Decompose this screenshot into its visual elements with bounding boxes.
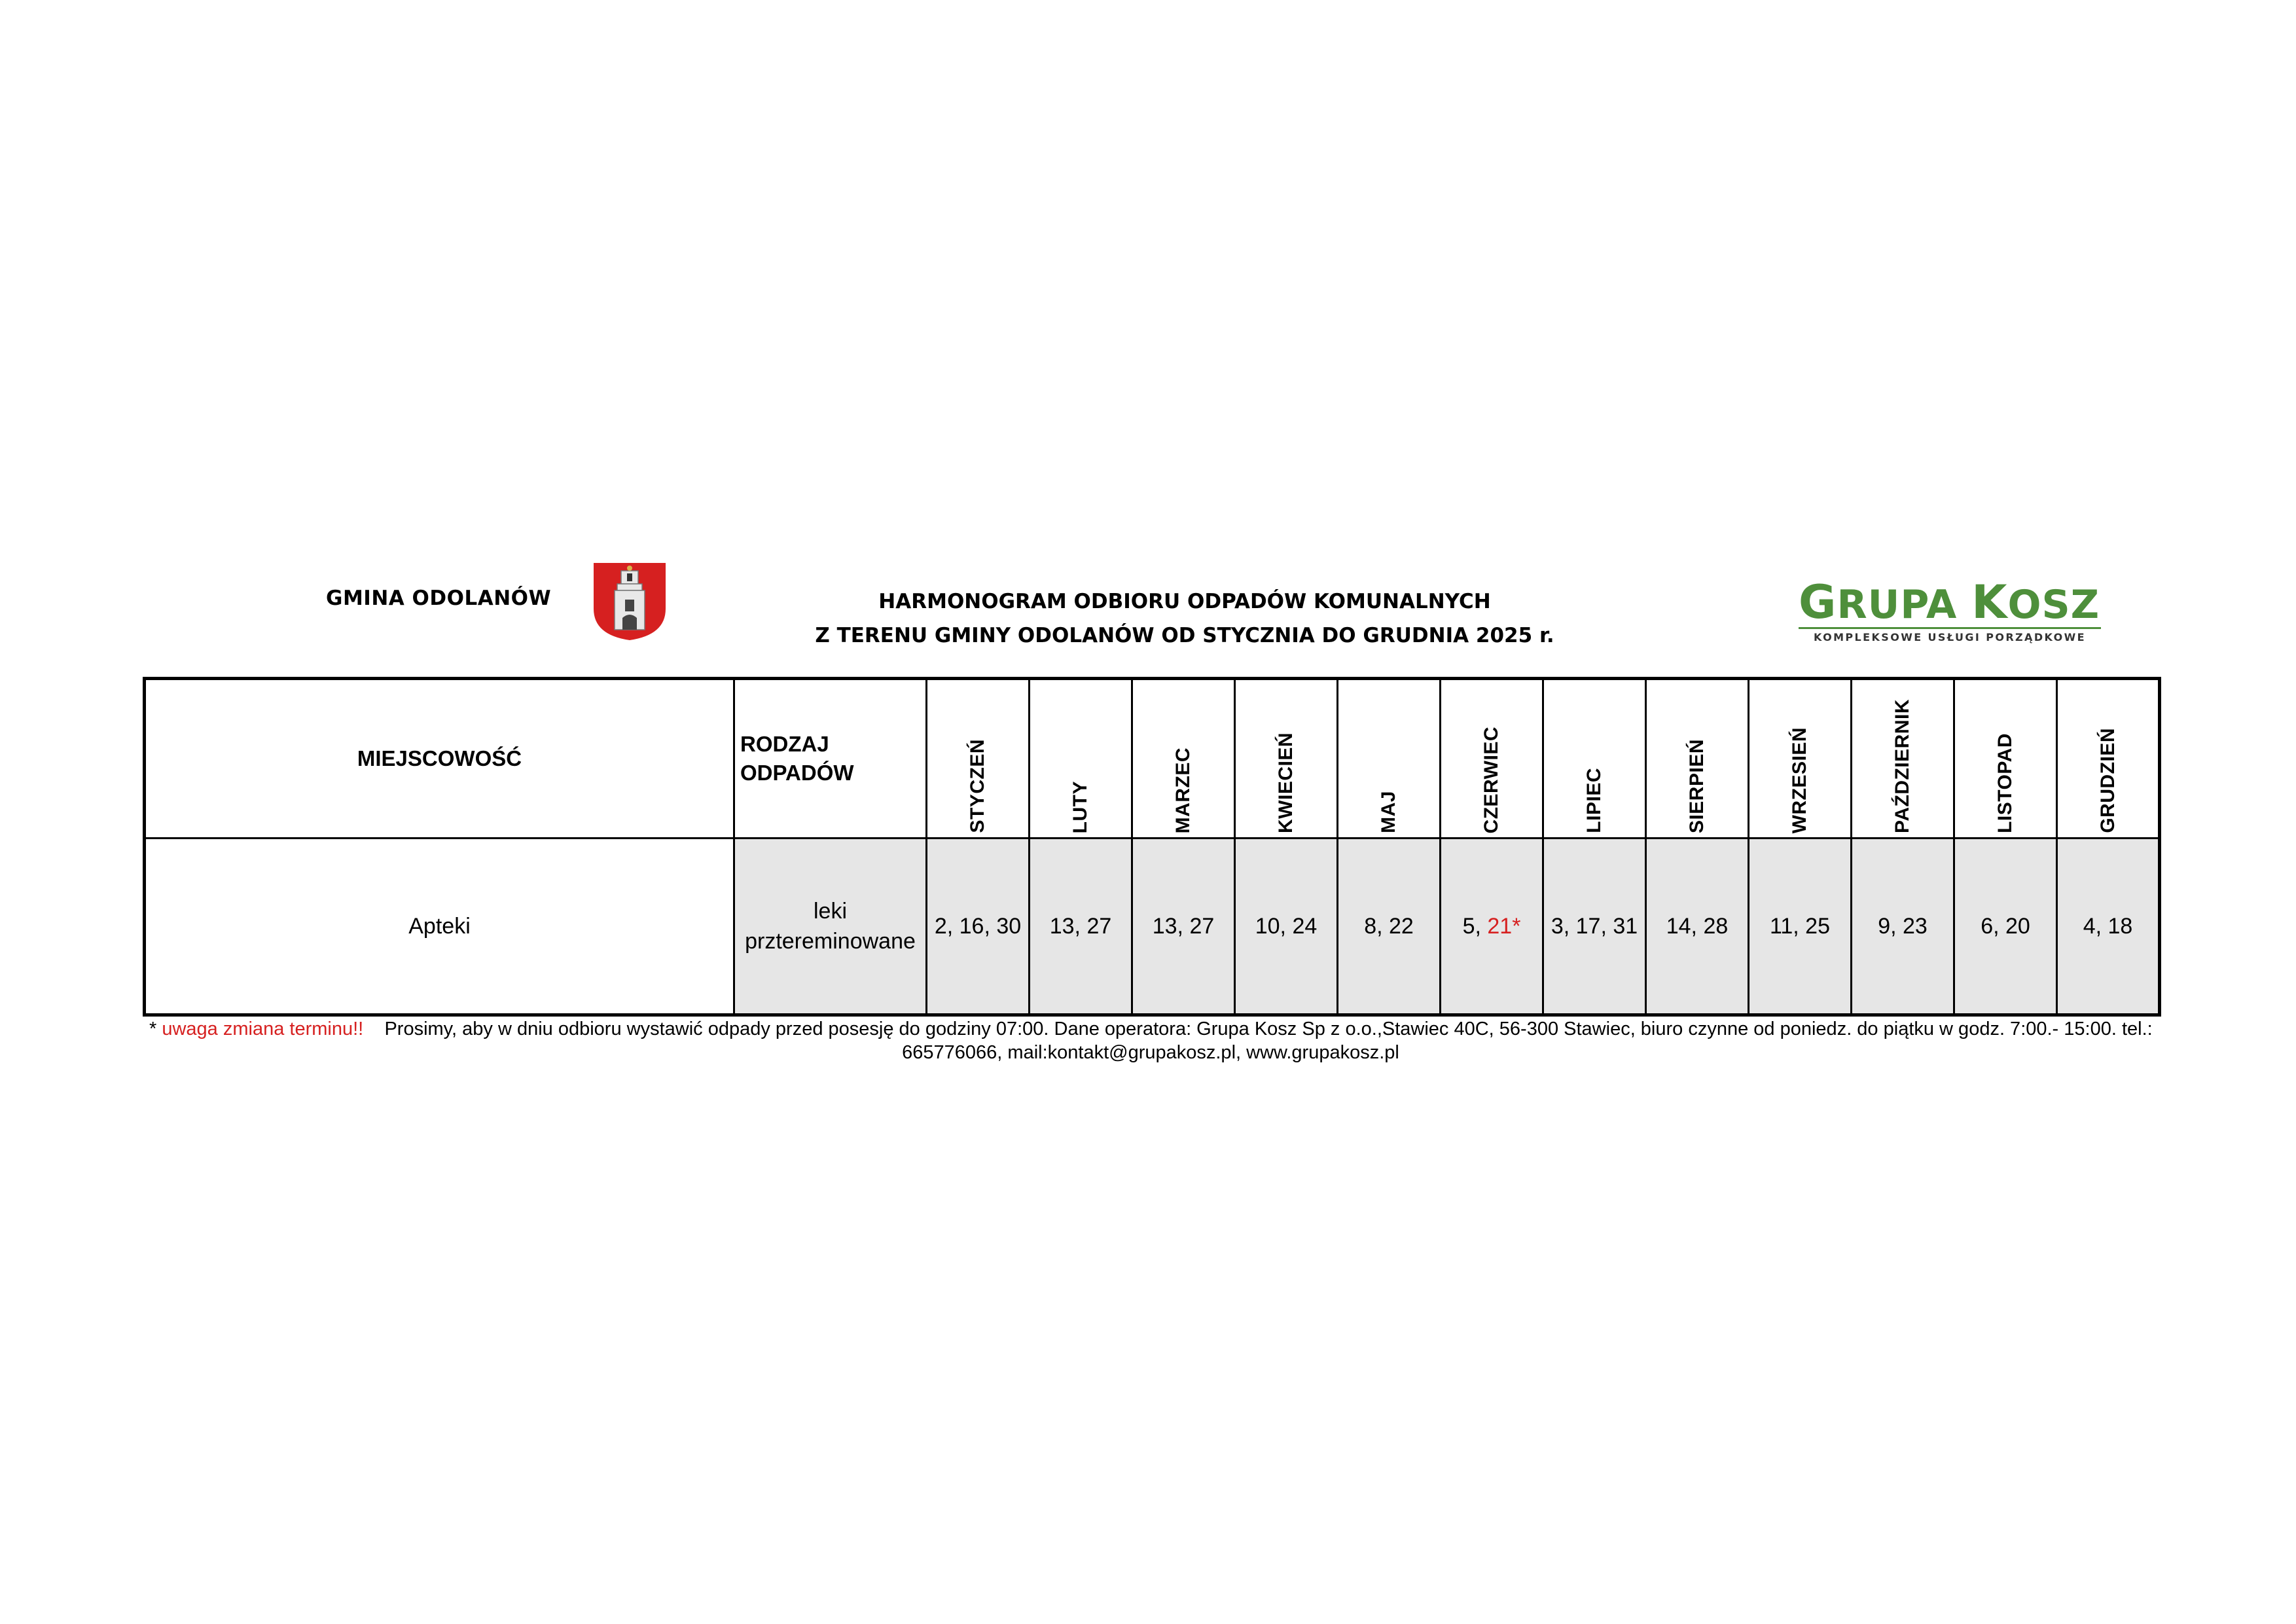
cell-pickup-dates: 2, 16, 30: [927, 839, 1030, 1015]
cell-pickup-dates: 13, 27: [1132, 839, 1235, 1015]
column-header-month: PAŹDZIERNIK: [1852, 679, 1954, 839]
footnote-line-1: * uwaga zmiana terminu!! Prosimy, aby w dniu odbioru wystawić odpady przed posesję do godziny 07:00. Dane operatora: Grupa Kosz Sp z o.o.,Stawiec 40C, 56-300 Stawiec, biuro czynne od poniedz. do piątku w godz. 7:00.- 15:00. tel.:: [149, 1019, 2153, 1039]
footnote: [149, 1017, 2152, 1064]
schedule-table: [143, 677, 2161, 1017]
grupa-kosz-logo: [1799, 575, 2106, 643]
changed-date: 21*: [1487, 913, 1521, 939]
column-header-month: WRZESIEŃ: [1749, 679, 1852, 839]
column-header-month: SIERPIEŃ: [1646, 679, 1749, 839]
document-title: [694, 585, 1676, 653]
cell-pickup-dates: 3, 17, 31: [1543, 839, 1646, 1015]
header-row: [145, 679, 2160, 839]
cell-pickup-dates: 8, 22: [1338, 839, 1441, 1015]
municipality-name: GMINA ODOLANÓW: [326, 586, 552, 610]
footnote-line-2: 665776066, mail:kontakt@grupakosz.pl, www.grupakosz.pl: [902, 1042, 1399, 1063]
column-header-month: CZERWIEC: [1441, 679, 1543, 839]
cell-pickup-dates: 10, 24: [1235, 839, 1338, 1015]
column-header-month: STYCZEŃ: [927, 679, 1030, 839]
cell-pickup-dates: 14, 28: [1646, 839, 1749, 1015]
column-header-waste-type: RODZAJ ODPADÓW: [734, 679, 927, 839]
cell-pickup-dates: 5, 21*: [1441, 839, 1543, 1015]
title-line-2: Z TERENU GMINY ODOLANÓW OD STYCZNIA DO GRUDNIA 2025 r.: [815, 624, 1554, 647]
column-header-month: LUTY: [1030, 679, 1132, 839]
column-header-month: MAJ: [1338, 679, 1441, 839]
title-line-1: HARMONOGRAM ODBIORU ODPADÓW KOMUNALNYCH: [878, 590, 1491, 613]
column-header-month: LIPIEC: [1543, 679, 1646, 839]
cell-waste-type: leki prztereminowane: [734, 839, 927, 1015]
operator-info: Prosimy, aby w dniu odbioru wystawić odpady przed posesję do godziny 07:00. Dane operatora: Grupa Kosz Sp z o.o.,Stawiec 40C, 56-300 Stawiec, biuro czynne od poniedz. do piątku w godz. 7:00.- 15:00. tel.:: [384, 1019, 2153, 1039]
cell-pickup-dates: 4, 18: [2057, 839, 2160, 1015]
cell-pickup-dates: 9, 23: [1852, 839, 1954, 1015]
column-header-location: MIEJSCOWOŚĆ: [145, 679, 734, 839]
table-row: [145, 839, 2160, 1015]
logo-tagline: KOMPLEKSOWE USŁUGI PORZĄDKOWE: [1799, 627, 2101, 643]
logo-wordmark: GRUPA KOSZ: [1799, 575, 2100, 629]
column-header-month: MARZEC: [1132, 679, 1235, 839]
column-header-month: GRUDZIEŃ: [2057, 679, 2160, 839]
column-header-month: KWIECIEŃ: [1235, 679, 1338, 839]
cell-pickup-dates: 11, 25: [1749, 839, 1852, 1015]
column-header-month: LISTOPAD: [1954, 679, 2057, 839]
cell-pickup-dates: 6, 20: [1954, 839, 2057, 1015]
change-warning: uwaga zmiana terminu!!: [162, 1019, 364, 1039]
cell-pickup-dates: 13, 27: [1030, 839, 1132, 1015]
cell-location: Apteki: [145, 839, 734, 1015]
coat-of-arms-logo: [592, 562, 667, 641]
